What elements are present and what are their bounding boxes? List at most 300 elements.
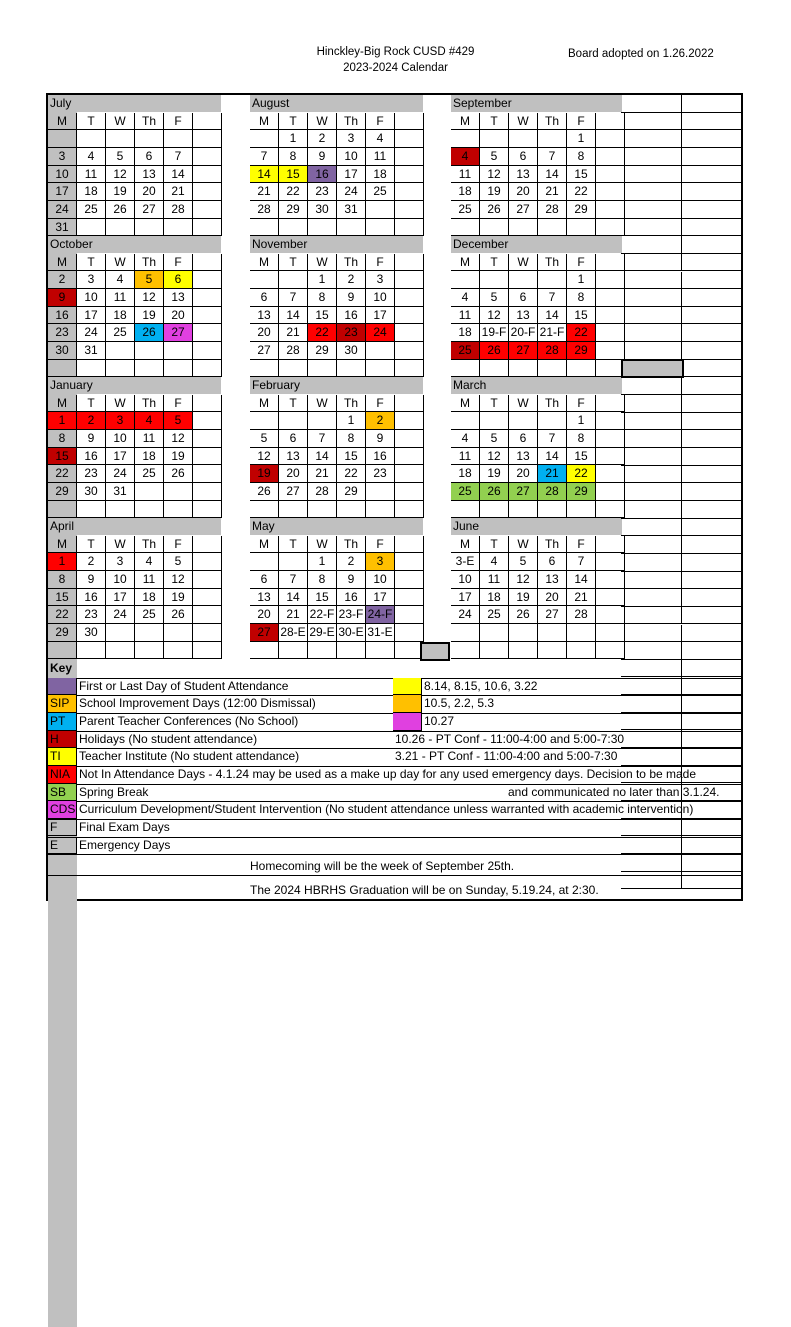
day-cell: 7 — [538, 289, 567, 307]
weekday-header: M — [250, 395, 279, 413]
day-cell — [106, 342, 135, 360]
grid-cell — [621, 713, 682, 731]
key-label: Not In Attendance Days - 4.1.24 may be used as a make up day for any used emergency days. Decision to be made — [79, 766, 697, 781]
day-cell: 9 — [337, 289, 366, 307]
day-cell: 19-F — [480, 324, 509, 342]
weekday-header: Th — [135, 395, 164, 413]
day-cell: 14 — [250, 166, 279, 184]
day-cell: 5 — [106, 148, 135, 166]
grid-cell — [682, 236, 742, 254]
day-cell: 16 — [337, 589, 366, 607]
day-cell: 4 — [135, 412, 164, 430]
day-cell: 6 — [250, 289, 279, 307]
day-cell: 10 — [366, 571, 395, 589]
day-cell: 20 — [164, 307, 193, 325]
day-cell: 30 — [77, 624, 106, 642]
day-cell: 1 — [567, 412, 596, 430]
day-cell: 10 — [337, 148, 366, 166]
grid-cell — [682, 183, 742, 201]
day-cell: 6 — [164, 271, 193, 289]
day-cell — [480, 271, 509, 289]
day-cell: 30 — [48, 342, 77, 360]
weekday-header: W — [106, 113, 135, 131]
grid-cell — [682, 113, 742, 131]
day-cell — [77, 219, 106, 237]
day-cell — [538, 501, 567, 519]
blank-cell — [395, 307, 424, 325]
month-name-august: August — [250, 95, 423, 112]
day-cell — [164, 624, 193, 642]
day-cell — [451, 130, 480, 148]
grid-cell — [621, 289, 682, 307]
day-cell — [366, 501, 395, 519]
day-cell: 3 — [77, 271, 106, 289]
grid-cell — [682, 466, 742, 484]
grid-cell — [682, 642, 742, 660]
day-cell: 19 — [509, 589, 538, 607]
weekday-header: M — [48, 113, 77, 131]
note-swatch — [393, 678, 422, 696]
blank-cell — [395, 430, 424, 448]
day-cell: 21 — [538, 465, 567, 483]
day-cell: 22-F — [308, 606, 337, 624]
blank-cell — [395, 342, 424, 360]
grid-cell — [682, 342, 742, 360]
day-cell: 27 — [250, 342, 279, 360]
grid-cell — [682, 395, 742, 413]
blank-cell — [395, 465, 424, 483]
day-cell — [538, 642, 567, 660]
day-cell: 4 — [106, 271, 135, 289]
day-cell: 11 — [135, 430, 164, 448]
day-cell — [164, 342, 193, 360]
weekday-header: M — [48, 254, 77, 272]
day-cell — [250, 360, 279, 378]
month-name-december: December — [451, 236, 622, 253]
grid-cell — [682, 148, 742, 166]
note-swatch — [393, 713, 422, 731]
blank-cell — [395, 589, 424, 607]
blank-cell — [395, 201, 424, 219]
day-cell — [164, 219, 193, 237]
day-cell: 26 — [480, 342, 509, 360]
day-cell: 24 — [106, 465, 135, 483]
key-label: First or Last Day of Student Attendance — [79, 678, 289, 693]
day-cell: 19 — [164, 589, 193, 607]
day-cell — [366, 642, 395, 660]
weekday-header: M — [250, 113, 279, 131]
highlight-box — [420, 642, 450, 661]
day-cell — [451, 624, 480, 642]
day-cell: 27 — [250, 624, 279, 642]
note-text: 3.21 - PT Conf - 11:00-4:00 and 5:00-7:30 — [395, 749, 618, 764]
grid-cell — [621, 607, 682, 625]
day-cell — [538, 271, 567, 289]
day-cell: 22 — [567, 465, 596, 483]
day-cell — [279, 219, 308, 237]
day-cell — [135, 624, 164, 642]
weekday-header: W — [106, 536, 135, 554]
day-cell: 7 — [279, 571, 308, 589]
grid-cell — [682, 130, 742, 148]
day-cell — [77, 501, 106, 519]
grid-cell — [621, 324, 682, 342]
day-cell: 14 — [538, 448, 567, 466]
day-cell: 25 — [451, 201, 480, 219]
blank-cell — [193, 130, 222, 148]
day-cell — [164, 130, 193, 148]
blank-cell — [193, 254, 222, 272]
blank-cell — [395, 536, 424, 554]
day-cell: 7 — [538, 430, 567, 448]
day-cell — [509, 412, 538, 430]
day-cell: 15 — [567, 307, 596, 325]
day-cell: 2 — [77, 412, 106, 430]
day-cell — [308, 501, 337, 519]
day-cell — [308, 412, 337, 430]
day-cell: 28 — [308, 483, 337, 501]
weekday-header: W — [509, 395, 538, 413]
day-cell — [77, 360, 106, 378]
month-name-may: May — [250, 518, 423, 535]
day-cell: 13 — [509, 166, 538, 184]
grid-cell — [682, 272, 742, 290]
weekday-header: W — [308, 395, 337, 413]
blank-cell — [193, 465, 222, 483]
day-cell — [538, 624, 567, 642]
day-cell: 29 — [48, 624, 77, 642]
weekday-header: W — [106, 254, 135, 272]
day-cell: 14 — [308, 448, 337, 466]
day-cell: 2 — [337, 553, 366, 571]
day-cell: 17 — [451, 589, 480, 607]
day-cell: 29 — [567, 342, 596, 360]
grid-cell — [682, 677, 742, 695]
day-cell — [164, 360, 193, 378]
note-text: 10.27 — [424, 713, 455, 728]
day-cell: 14 — [567, 571, 596, 589]
day-cell: 15 — [48, 589, 77, 607]
day-cell: 24 — [77, 324, 106, 342]
weekday-header: W — [308, 113, 337, 131]
day-cell — [451, 412, 480, 430]
grid-cell — [682, 219, 742, 237]
day-cell — [250, 271, 279, 289]
day-cell: 10 — [77, 289, 106, 307]
day-cell: 13 — [164, 289, 193, 307]
month-name-april: April — [48, 518, 221, 535]
grid-cell — [682, 819, 742, 837]
day-cell: 14 — [164, 166, 193, 184]
day-cell — [48, 130, 77, 148]
blank-cell — [193, 183, 222, 201]
grid-cell — [621, 113, 682, 131]
weekday-header: T — [480, 536, 509, 554]
blank-cell — [193, 148, 222, 166]
grid-cell — [621, 677, 682, 695]
day-cell: 18 — [77, 183, 106, 201]
day-cell — [480, 501, 509, 519]
day-cell — [538, 412, 567, 430]
day-cell: 18 — [135, 589, 164, 607]
day-cell: 3 — [106, 412, 135, 430]
day-cell: 21 — [538, 183, 567, 201]
month-name-september: September — [451, 95, 622, 112]
day-cell: 18 — [480, 589, 509, 607]
day-cell: 11 — [451, 448, 480, 466]
grid-cell — [621, 148, 682, 166]
day-cell: 20 — [279, 465, 308, 483]
day-cell: 13 — [250, 307, 279, 325]
weekday-header: M — [451, 536, 480, 554]
blank-cell — [193, 412, 222, 430]
day-cell — [480, 624, 509, 642]
day-cell: 12 — [480, 307, 509, 325]
day-cell: 8 — [279, 148, 308, 166]
day-cell: 17 — [337, 166, 366, 184]
day-cell: 3 — [366, 271, 395, 289]
grid-cell — [621, 413, 682, 431]
month-name-february: February — [250, 377, 423, 394]
day-cell: 27 — [135, 201, 164, 219]
divider — [48, 875, 741, 876]
weekday-header: Th — [135, 113, 164, 131]
grid-cell — [621, 695, 682, 713]
weekday-header: T — [279, 536, 308, 554]
day-cell — [164, 483, 193, 501]
day-cell: 1 — [48, 553, 77, 571]
day-cell: 30 — [337, 342, 366, 360]
day-cell: 16 — [366, 448, 395, 466]
day-cell: 1 — [308, 553, 337, 571]
day-cell: 18 — [135, 448, 164, 466]
grid-cell — [621, 183, 682, 201]
grid-cell — [621, 748, 682, 766]
day-cell — [279, 412, 308, 430]
day-cell: 27 — [509, 483, 538, 501]
day-cell — [567, 501, 596, 519]
day-cell — [135, 501, 164, 519]
day-cell — [451, 642, 480, 660]
day-cell: 11 — [366, 148, 395, 166]
blank-cell — [193, 113, 222, 131]
blank-cell — [395, 606, 424, 624]
note-text: 10.5, 2.2, 5.3 — [424, 696, 495, 711]
day-cell: 29 — [308, 342, 337, 360]
note-swatch — [393, 695, 422, 713]
day-cell: 23 — [308, 183, 337, 201]
day-cell — [279, 553, 308, 571]
day-cell: 14 — [279, 307, 308, 325]
day-cell: 21 — [308, 465, 337, 483]
day-cell — [451, 360, 480, 378]
key-code-nia: NIA — [48, 766, 77, 784]
day-cell: 14 — [538, 166, 567, 184]
day-cell: 20-F — [509, 324, 538, 342]
weekday-header: T — [279, 254, 308, 272]
day-cell: 6 — [250, 571, 279, 589]
day-cell: 1 — [279, 130, 308, 148]
grid-cell — [621, 448, 682, 466]
day-cell: 17 — [48, 183, 77, 201]
day-cell: 12 — [480, 166, 509, 184]
note-text: 8.14, 8.15, 10.6, 3.22 — [424, 678, 538, 693]
day-cell: 29 — [337, 483, 366, 501]
day-cell: 21 — [279, 324, 308, 342]
weekday-header: Th — [135, 254, 164, 272]
day-cell: 14 — [279, 589, 308, 607]
day-cell: 15 — [48, 448, 77, 466]
divider — [48, 854, 741, 855]
day-cell: 8 — [567, 289, 596, 307]
day-cell — [509, 271, 538, 289]
day-cell: 19 — [480, 465, 509, 483]
day-cell: 24 — [451, 606, 480, 624]
day-cell: 15 — [308, 307, 337, 325]
grid-cell — [682, 483, 742, 501]
blank-cell — [193, 501, 222, 519]
grid-cell — [682, 607, 742, 625]
day-cell: 15 — [567, 448, 596, 466]
day-cell: 22 — [308, 324, 337, 342]
grid-cell — [621, 307, 682, 325]
day-cell: 26 — [164, 606, 193, 624]
day-cell — [451, 501, 480, 519]
weekday-header: T — [77, 254, 106, 272]
day-cell: 3 — [337, 130, 366, 148]
key-code-pt: PT — [48, 713, 77, 731]
day-cell: 16 — [48, 307, 77, 325]
weekday-header: F — [567, 395, 596, 413]
grid-cell — [621, 501, 682, 519]
blank-cell — [193, 448, 222, 466]
day-cell: 8 — [308, 571, 337, 589]
day-cell: 26 — [480, 201, 509, 219]
day-cell: 23 — [337, 324, 366, 342]
day-cell: 27 — [279, 483, 308, 501]
day-cell: 7 — [308, 430, 337, 448]
key-code-cds: CDS — [48, 801, 77, 819]
day-cell: 6 — [509, 430, 538, 448]
key-code-sip: SIP — [48, 695, 77, 713]
calendar-subtitle: 2023-2024 Calendar — [343, 62, 448, 74]
grid-cell — [682, 536, 742, 554]
key-title: Key — [50, 661, 73, 675]
blank-cell — [193, 395, 222, 413]
grid-cell — [621, 466, 682, 484]
day-cell: 21 — [164, 183, 193, 201]
day-cell — [480, 412, 509, 430]
weekday-header: W — [308, 536, 337, 554]
key-label: Spring Break — [79, 784, 149, 799]
day-cell: 22 — [337, 465, 366, 483]
blank-cell — [395, 113, 424, 131]
key-label: Curriculum Development/Student Intervention (No student attendance unless warranted with academic intervention) — [79, 802, 694, 817]
blank-cell — [395, 553, 424, 571]
day-cell: 13 — [135, 166, 164, 184]
day-cell: 1 — [567, 130, 596, 148]
day-cell: 15 — [567, 166, 596, 184]
day-cell — [366, 483, 395, 501]
day-cell: 14 — [538, 307, 567, 325]
day-cell: 27 — [509, 342, 538, 360]
day-cell: 16 — [308, 166, 337, 184]
month-name-march: March — [451, 377, 622, 394]
day-cell — [250, 412, 279, 430]
day-cell: 19 — [135, 307, 164, 325]
day-cell — [250, 501, 279, 519]
day-cell: 17 — [106, 589, 135, 607]
grid-cell — [621, 536, 682, 554]
blank-cell — [193, 606, 222, 624]
day-cell — [337, 219, 366, 237]
blank-cell — [193, 271, 222, 289]
day-cell: 13 — [250, 589, 279, 607]
day-cell: 10 — [451, 571, 480, 589]
day-cell: 8 — [48, 430, 77, 448]
weekday-header: T — [480, 395, 509, 413]
day-cell: 12 — [480, 448, 509, 466]
day-cell — [366, 201, 395, 219]
day-cell: 20 — [538, 589, 567, 607]
day-cell: 9 — [337, 571, 366, 589]
adopted-date: Board adopted on 1.26.2022 — [568, 48, 714, 60]
grid-cell — [682, 730, 742, 748]
day-cell — [509, 360, 538, 378]
day-cell — [135, 360, 164, 378]
day-cell: 28 — [538, 201, 567, 219]
day-cell: 21 — [567, 589, 596, 607]
day-cell — [135, 130, 164, 148]
day-cell: 5 — [480, 148, 509, 166]
grid-cell — [682, 836, 742, 854]
day-cell — [366, 360, 395, 378]
day-cell: 13 — [279, 448, 308, 466]
day-cell — [509, 219, 538, 237]
day-cell: 13 — [538, 571, 567, 589]
day-cell: 26 — [135, 324, 164, 342]
grid-cell — [682, 448, 742, 466]
day-cell — [480, 219, 509, 237]
day-cell: 6 — [279, 430, 308, 448]
day-cell: 22 — [279, 183, 308, 201]
day-cell: 5 — [164, 553, 193, 571]
day-cell: 24 — [48, 201, 77, 219]
day-cell: 22 — [48, 606, 77, 624]
weekday-header: Th — [538, 395, 567, 413]
day-cell: 5 — [135, 271, 164, 289]
day-cell — [164, 501, 193, 519]
month-name-june: June — [451, 518, 622, 535]
blank-cell — [395, 289, 424, 307]
day-cell — [308, 360, 337, 378]
day-cell — [164, 642, 193, 660]
grid-cell — [682, 519, 742, 537]
day-cell: 5 — [164, 412, 193, 430]
blank-cell — [395, 624, 424, 642]
day-cell: 27 — [538, 606, 567, 624]
day-cell: 30 — [77, 483, 106, 501]
weekday-header: F — [567, 536, 596, 554]
day-cell: 29 — [567, 483, 596, 501]
blank-cell — [193, 219, 222, 237]
weekday-header: W — [509, 536, 538, 554]
weekday-header: T — [480, 113, 509, 131]
day-cell — [509, 130, 538, 148]
day-cell: 28 — [567, 606, 596, 624]
weekday-header: Th — [538, 254, 567, 272]
day-cell: 7 — [250, 148, 279, 166]
